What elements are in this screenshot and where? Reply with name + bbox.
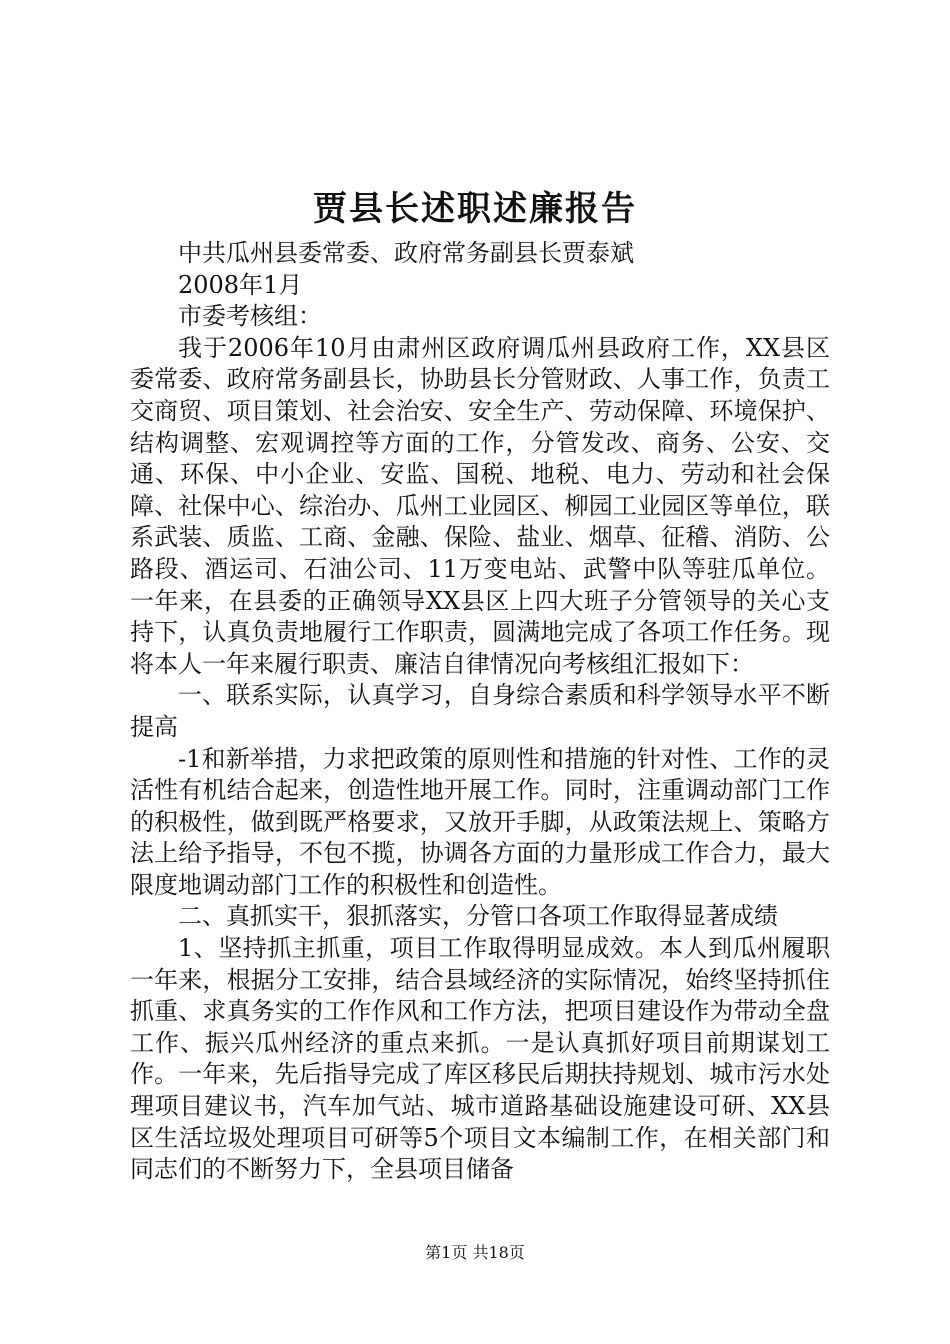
author-line: 中共瓜州县委常委、政府常务副县长贾泰斌 — [178, 239, 634, 267]
body-paragraph: 1、坚持抓主抓重，项目工作取得明显成效。本人到瓜州履职一年来，根据分工安排，结合县域经济的实际情况，始终坚持抓住抓重、求真务实的工作作风和工作方法，把项目建设作为带动全盘工作、振兴瓜州经济的重点来抓。一是认真抓好项目前期谋划工作。一年来，先后指导完成了库区移民后期扶持规划、城市污水处理项目建议书，汽车加气站、城市道路基础设施建设可研、XX县区生活垃圾处理项目可研等5个项目文本编制工作，在相关部门和同志们的不断努力下，全县项目储备 — [130, 934, 830, 1184]
section-heading: 二、真抓实干，狠抓落实，分管口各项工作取得显著成绩 — [178, 902, 778, 931]
section-heading: 一、联系实际，认真学习，自身综合素质和科学领导水平不断提高 — [130, 681, 830, 741]
document-title: 贾县长述职述廉报告 — [313, 189, 637, 229]
body-paragraph: -1和新举措，力求把政策的原则性和措施的针对性、工作的灵活性有机结合起来，创造性地开展工作。同时，注重调动部门工作的积极性，做到既严格要求，又放开手脚，从政策法规上、策略方法上给予指导，不包不揽，协调各方面的力量形成工作合力，最大限度地调动部门工作的积极性和创造性。 — [130, 744, 830, 899]
page-footer: 第1页 共18页 — [425, 1243, 525, 1262]
date-line: 2008年1月 — [178, 270, 303, 299]
body-paragraph: 我于2006年10月由肃州区政府调瓜州县政府工作，XX县区委常委、政府常务副县长，协助县长分管财政、人事工作，负责工交商贸、项目策划、社会治安、安全生产、劳动保障、环境保护、结构调整、宏观调控等方面的工作，分管发改、商务、公安、交通、环保、中小企业、安监、国税、地税、电力、劳动和社会保障、社保中心、综治办、瓜州工业园区、柳园工业园区等单位，联系武装、质监、工商、金融、保险、盐业、烟草、征稽、消防、公路段、酒运司、石油公司、11万变电站、武警中队等驻瓜单位。一年来，在县委的正确领导XX县区上四大班子分管领导的关心支持下，认真负责地履行工作职责，圆满地完成了各项工作任务。现将本人一年来履行职责、廉洁自律情况向考核组汇报如下： — [130, 333, 830, 678]
document-body — [130, 238, 830, 1186]
salutation: 市委考核组： — [178, 302, 322, 331]
